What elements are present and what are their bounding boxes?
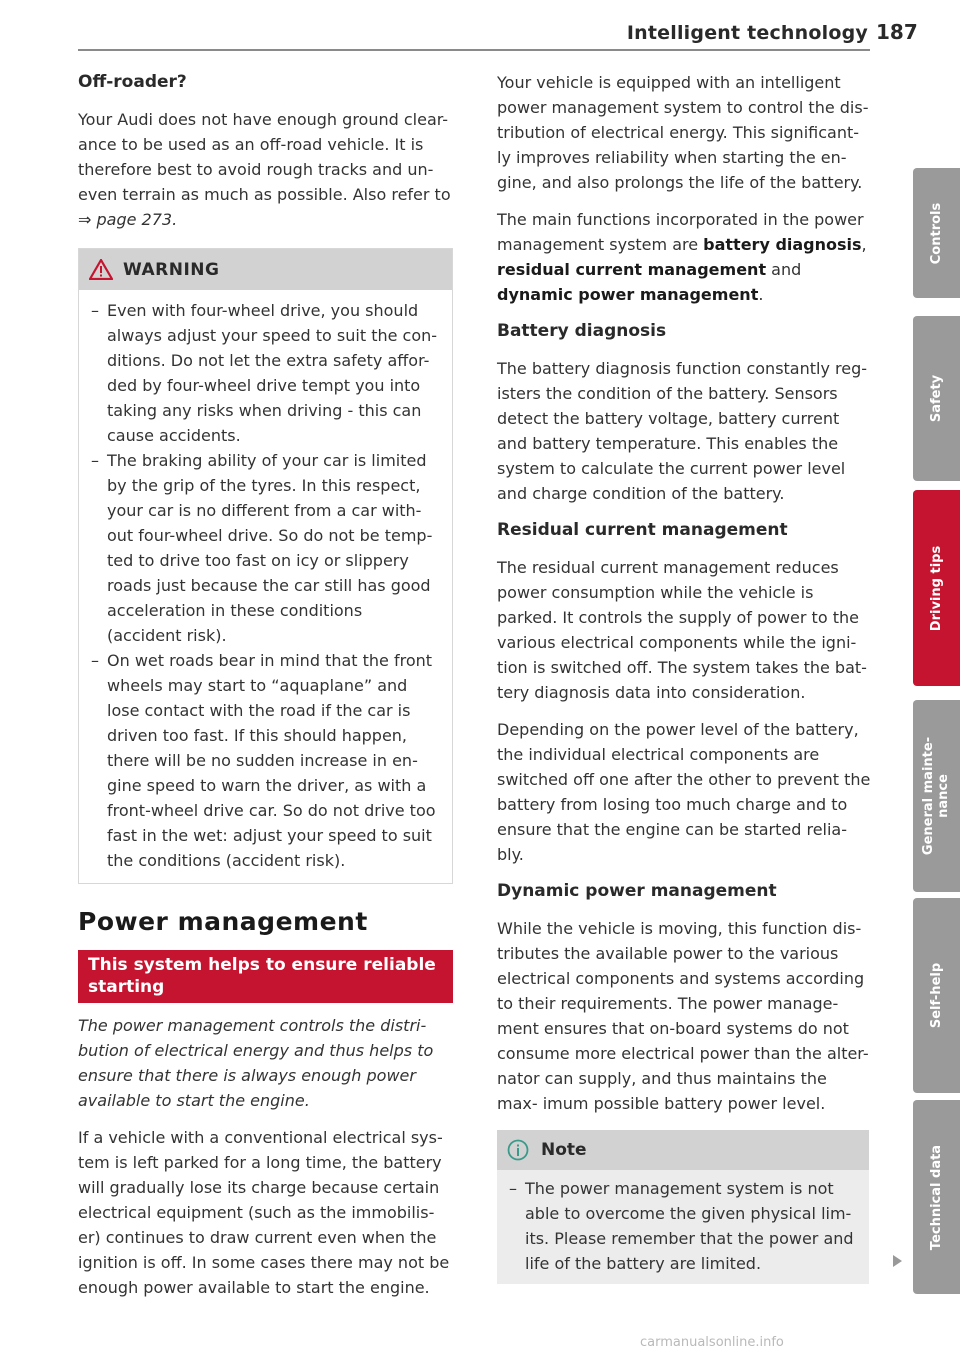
offroad-heading: Off-roader? [78, 72, 187, 92]
tab-driving-tips[interactable] [913, 490, 960, 686]
functions-bold: residual current management [497, 260, 767, 279]
warning-item-text: Even with four-wheel drive, you should always adjust your speed to suit the con- ditions. Do not let the extra safety affor- ded by four-wheel drive tempt you into taking any risks when driving - this can cause accidents. [107, 301, 438, 445]
banner-title: This system helps to ensure reliable starting [88, 955, 436, 997]
functions-text: The main functions incorporated in the power management system are [497, 210, 864, 254]
note-item: – The power management system is not able to overcome the given physical lim- its. Please remember that the power and life of the battery are limited. [509, 1176, 859, 1276]
battery-text: The battery diagnosis function constantly reg- isters the condition of the battery. Sensors detect the battery voltage, battery current and battery temperature. This enables the system to calculate the current power level and charge condition of the battery. [497, 359, 868, 503]
residual-heading: Residual current management [497, 520, 788, 540]
section-banner [78, 950, 453, 1003]
watermark: carmanualsonline.info [640, 1335, 784, 1350]
note-item-text: The power management system is not able to overcome the given physical lim- its. Please remember that the power and life of the battery are limited. [525, 1179, 854, 1273]
warning-item: – On wet roads bear in mind that the front wheels may start to “aquaplane” and lose contact with the road if the car is driven too fast. If this should happen, there will be no sudden increase in en- gine speed to warn the driver, as with a front-wheel drive car. So do not drive too fast in the wet: adjust your speed to suit the conditions (accident risk). [91, 648, 440, 873]
tab-label: Self-help [929, 962, 945, 1029]
tab-label-line: General mainte- [921, 736, 937, 856]
continue-arrow-icon [893, 1255, 902, 1267]
paragraph: If a vehicle with a conventional electrical sys- tem is left parked for a long time, the battery will gradually lose its charge because certain electrical equipment (such as the immobilis- er) continues to draw current even when the ignition is off. In some cases there may not be enough power available to start the engine. [78, 1128, 450, 1297]
page-reference-link[interactable]: ⇒ page 273. [78, 210, 178, 229]
tab-label-line: nance [936, 774, 952, 818]
intro-italic: The power management controls the distri- bution of electrical energy and thus helps to ensure that there is always enough power available to start the engine. [78, 1016, 434, 1110]
page-number: 187 [876, 20, 918, 44]
left-column [78, 70, 453, 1300]
functions-text: . [758, 285, 764, 304]
tab-safety[interactable] [913, 316, 960, 481]
section-title: Power management [78, 907, 368, 936]
warning-item-text: The braking ability of your car is limited by the grip of the tyres. In this respect, your car is no different from a car with- out four-wheel drive. So do not be temp- ted to drive too fast on icy or slippery roads just because the car still has good acceleration in these conditions (accident risk). [107, 451, 433, 645]
intro-paragraph: Your vehicle is equipped with an intelligent power management system to control the dis- tribution of electrical energy. This significant- ly improves reliability when starting the en- gine, and also prolongs the life of the battery. [497, 73, 869, 192]
functions-text: and [766, 260, 802, 279]
header-title: Intelligent technology [626, 22, 868, 44]
warning-title: WARNING [123, 259, 220, 280]
tab-technical-data[interactable] [913, 1100, 960, 1294]
info-icon [507, 1139, 529, 1161]
warning-item-text: On wet roads bear in mind that the front wheels may start to “aquaplane” and lose contact with the road if the car is driven too fast. If this should happen, there will be no sudden increase in en- gine speed to warn the driver, as with a front-wheel drive car. So do not drive too fast in the wet: adjust your speed to suit the conditions (accident risk). [107, 651, 436, 870]
battery-heading: Battery diagnosis [497, 321, 667, 341]
functions-paragraph [497, 207, 872, 307]
tab-self-help[interactable] [913, 898, 960, 1093]
dynamic-text: While the vehicle is moving, this function dis- tributes the available power to the various electrical components and systems according to their requirements. The power manage- ment ensures that on-board systems do not consume more electrical power than the alter- nator can supply, and thus maintains the max- imum possible battery power level. [497, 919, 869, 1113]
tab-label: Technical data [929, 1144, 944, 1250]
warning-box [78, 248, 453, 884]
dynamic-heading: Dynamic power management [497, 881, 777, 901]
residual-text: Depending on the power level of the battery, the individual electrical components are switched off one after the other to prevent the battery from losing too much charge and to ensure that the engine can be started relia- bly. [497, 720, 871, 864]
header-rule [78, 49, 870, 51]
functions-bold: dynamic power management [497, 285, 759, 304]
tab-general-maintenance[interactable] [913, 700, 960, 892]
tab-label: Controls [929, 202, 945, 264]
tab-label [922, 737, 952, 855]
note-box [497, 1130, 869, 1284]
offroad-text [78, 107, 453, 232]
residual-text: The residual current management reduces power consumption while the vehicle is parked. It controls the supply of power to the various electrical components while the igni- tion is switched off. The system takes the bat- tery diagnosis data into consideration. [497, 558, 867, 702]
right-column [497, 70, 872, 1284]
note-body [497, 1170, 869, 1284]
offroad-body: Your Audi does not have enough ground clear- ance to be used as an off-road vehicle. It is therefore best to avoid rough tracks and un- even terrain as much as possible. Also refer to [78, 110, 451, 204]
warning-item: – The braking ability of your car is limited by the grip of the tyres. In this respect, your car is no different from a car with- out four-wheel drive. So do not be temp- ted to drive too fast on icy or slippery roads just because the car still has good acceleration in these conditions (accident risk). [91, 448, 440, 648]
functions-text: , [861, 235, 867, 254]
warning-body [79, 290, 452, 883]
functions-bold: battery diagnosis [703, 235, 862, 254]
warning-triangle-icon [89, 259, 113, 280]
note-header [497, 1130, 869, 1170]
note-title: Note [541, 1140, 587, 1160]
tab-controls[interactable] [913, 168, 960, 298]
warning-item: – Even with four-wheel drive, you should always adjust your speed to suit the con- ditions. Do not let the extra safety affor- ded by four-wheel drive tempt you into taking any risks when driving - this can cause accidents. [91, 298, 440, 448]
tab-label: Driving tips [929, 545, 945, 631]
warning-header [79, 249, 452, 290]
tab-label: Safety [929, 374, 945, 423]
